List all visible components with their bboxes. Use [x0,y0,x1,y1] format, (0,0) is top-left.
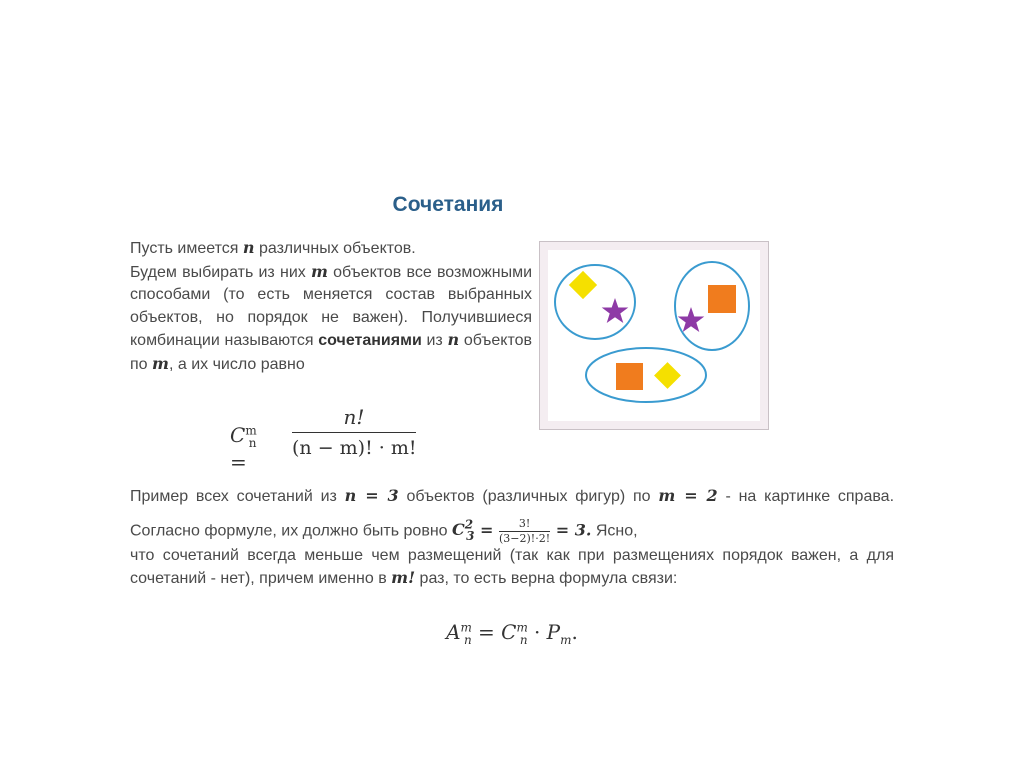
sub: n [519,633,528,647]
n-equals: n = 3 [344,486,399,505]
var-n: n [447,330,460,349]
text: что сочетаний всегда меньше чем размещений (так как при размещениях порядок важен, а для сочетаний - нет), причем именно в [130,547,894,587]
inline-fraction [499,518,550,545]
inline-c [452,518,475,543]
text: из [421,332,448,349]
numerator: 3! [518,516,531,530]
star-icon [602,298,629,323]
sup: m [460,620,472,635]
group-2 [675,262,749,350]
period: . [571,620,578,644]
text: , а их число равно [168,355,305,373]
sub: n [248,436,257,450]
m-factorial: m! [391,568,416,587]
intro-paragraph [130,261,532,377]
text: Будем выбирать из них [130,263,311,281]
symbol-a: A [446,620,461,644]
group-ellipse [586,348,706,402]
group-ellipse [555,265,635,339]
relation-formula [0,620,1024,647]
example-paragraph-2 [130,545,894,590]
text: Ясно, [591,522,638,540]
fraction-bar [292,432,416,433]
bold-term: сочетаниями [318,332,422,349]
formula-lhs [230,423,256,474]
group-1 [555,265,635,339]
sup: m [245,423,257,438]
sub: n [463,633,472,647]
figure-svg [548,250,760,421]
equals: = [474,520,499,540]
sub: m [560,633,572,647]
group-3 [586,348,706,402]
intro-text [130,237,532,376]
denominator: (3−2)!·2! [499,531,551,545]
numerator: n! [343,405,365,429]
diamond-icon [569,271,597,299]
symbol-c: C [452,520,465,540]
symbol-c: C [501,620,517,644]
symbol-c: C [230,423,246,447]
example-text [130,482,894,550]
example-text-2 [130,545,894,590]
text: - на картинке справа. Согласно формуле, их должно быть ровно [130,488,895,540]
intro-line-1 [130,237,532,261]
square-icon [708,285,736,313]
page-title: Сочетания [392,193,504,216]
text: Пример всех сочетаний из [130,488,345,505]
denominator: (n − m)! · m! [292,437,417,459]
text: раз, то есть верна формула связи: [415,570,678,587]
equals: = [230,450,247,474]
symbol-p: P [546,620,561,644]
m-equals: m = 2 [658,486,718,505]
sup: 2 [464,518,474,532]
sup: m [516,620,528,635]
square-icon [616,363,643,390]
sub: 3 [466,528,475,543]
var-n: n [242,238,255,257]
formula-fraction [292,404,416,460]
figure-canvas [548,250,760,421]
var-m: m [152,353,169,373]
text: различных объектов. [254,240,416,257]
text: объектов по [130,332,532,373]
equals: = [471,620,502,644]
result: = 3. [550,520,592,540]
text: объектов (различных фигур) по [398,488,659,505]
dot: · [527,620,547,644]
star-icon [678,307,705,332]
var-m: m [310,261,328,281]
combinations-figure [539,241,769,430]
text: Пусть имеется [130,240,243,257]
text: объектов все возможными способами (то есть меняется состав выбранных объектов, но порядок не важен). Получившиеся комбинации называются [130,263,533,349]
diamond-icon [654,362,681,389]
example-paragraph [130,482,894,550]
